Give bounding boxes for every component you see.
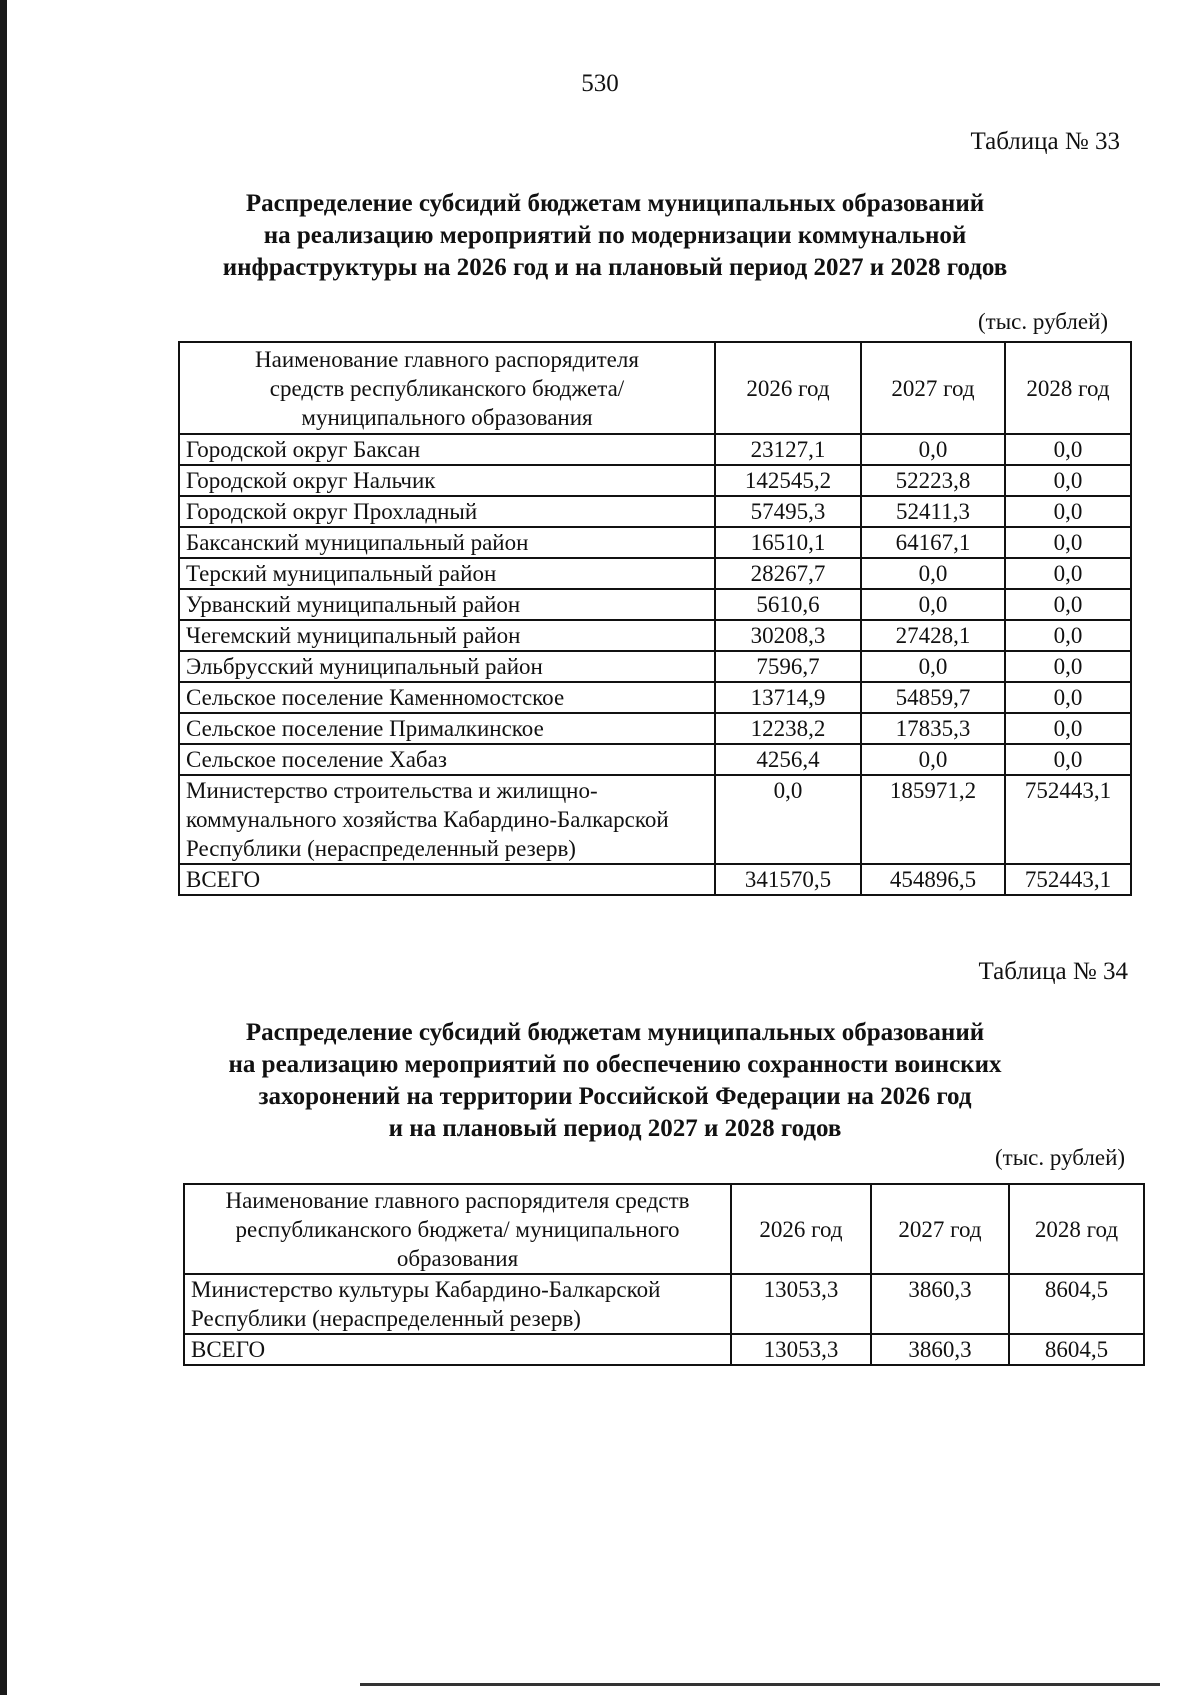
cell-2028: 0,0 — [1005, 496, 1131, 527]
header-2027: 2027 год — [871, 1184, 1009, 1274]
table-34-title — [170, 1017, 1060, 1145]
page-left-edge — [0, 0, 7, 1695]
table-33-title — [170, 188, 1060, 284]
page-number: 530 — [581, 70, 619, 97]
table-row — [184, 1274, 1144, 1334]
cell-2027: 54859,7 — [861, 682, 1005, 713]
table-33-title-line: на реализацию мероприятий по модернизации коммунальной — [263, 222, 967, 249]
table-34-title-line: на реализацию мероприятий по обеспечению сохранности воинских — [228, 1051, 1002, 1078]
cell-2027: 64167,1 — [861, 527, 1005, 558]
header-2026: 2026 год — [731, 1184, 871, 1274]
table-header-row — [179, 342, 1131, 434]
table-33 — [178, 341, 1132, 896]
table-row — [179, 434, 1131, 465]
cell-2028: 0,0 — [1005, 620, 1131, 651]
cell-2026: 57495,3 — [715, 496, 861, 527]
cell-2026: 12238,2 — [715, 713, 861, 744]
cell-2028: 8604,5 — [1009, 1274, 1144, 1334]
cell-2028: 0,0 — [1005, 465, 1131, 496]
table-header-row — [184, 1184, 1144, 1274]
cell-2028: 0,0 — [1005, 713, 1131, 744]
table-33-title-line: Распределение субсидий бюджетам муниципальных образований — [245, 190, 985, 217]
header-name: Наименование главного распорядителя средств республиканского бюджета/ муниципального образования — [184, 1184, 731, 1274]
row-name: Чегемский муниципальный район — [179, 620, 715, 651]
table-34-title-line: и на плановый период 2027 и 2028 годов — [388, 1115, 842, 1142]
row-name: Министерство культуры Кабардино-Балкарской Республики (нераспределенный резерв) — [184, 1274, 731, 1334]
table-total-row — [184, 1334, 1144, 1365]
row-name: Баксанский муниципальный район — [179, 527, 715, 558]
cell-2028: 0,0 — [1005, 558, 1131, 589]
table-row — [179, 713, 1131, 744]
row-name: Министерство строительства и жилищно-коммунального хозяйства Кабардино-Балкарской Республики (нераспределенный резерв) — [179, 775, 715, 864]
cell-2026: 142545,2 — [715, 465, 861, 496]
header-2028: 2028 год — [1009, 1184, 1144, 1274]
cell-2027: 0,0 — [861, 651, 1005, 682]
cell-2028: 0,0 — [1005, 527, 1131, 558]
table-row — [179, 775, 1131, 864]
cell-2027: 3860,3 — [871, 1274, 1009, 1334]
table-34 — [183, 1183, 1145, 1366]
table-row — [179, 496, 1131, 527]
row-name: Сельское поселение Прималкинское — [179, 713, 715, 744]
row-name: Сельское поселение Хабаз — [179, 744, 715, 775]
row-name: Терский муниципальный район — [179, 558, 715, 589]
cell-2026: 28267,7 — [715, 558, 861, 589]
total-2028: 752443,1 — [1005, 864, 1131, 895]
table-33-units: (тыс. рублей) — [978, 309, 1109, 334]
total-2026: 341570,5 — [715, 864, 861, 895]
cell-2027: 17835,3 — [861, 713, 1005, 744]
header-2028: 2028 год — [1005, 342, 1131, 434]
header-name: Наименование главного распорядителя средств республиканского бюджета/ муниципального образования — [179, 342, 715, 434]
table-33-title-line: инфраструктуры на 2026 год и на плановый период 2027 и 2028 годов — [222, 254, 1008, 281]
table-34-label: Таблица № 34 — [978, 958, 1128, 985]
cell-2027: 27428,1 — [861, 620, 1005, 651]
table-row — [179, 744, 1131, 775]
table-34-units: (тыс. рублей) — [995, 1145, 1126, 1170]
total-2026: 13053,3 — [731, 1334, 871, 1365]
cell-2027: 0,0 — [861, 589, 1005, 620]
table-row — [179, 558, 1131, 589]
total-2027: 454896,5 — [861, 864, 1005, 895]
cell-2028: 0,0 — [1005, 589, 1131, 620]
table-row — [179, 651, 1131, 682]
total-2028: 8604,5 — [1009, 1334, 1144, 1365]
table-row — [179, 620, 1131, 651]
cell-2026: 13053,3 — [731, 1274, 871, 1334]
row-name: Урванский муниципальный район — [179, 589, 715, 620]
table-34-title-line: Распределение субсидий бюджетам муниципальных образований — [245, 1019, 985, 1046]
header-2026: 2026 год — [715, 342, 861, 434]
cell-2027: 52411,3 — [861, 496, 1005, 527]
cell-2028: 0,0 — [1005, 434, 1131, 465]
table-row — [179, 527, 1131, 558]
cell-2026: 4256,4 — [715, 744, 861, 775]
row-name: Эльбрусский муниципальный район — [179, 651, 715, 682]
cell-2026: 5610,6 — [715, 589, 861, 620]
cell-2027: 0,0 — [861, 434, 1005, 465]
cell-2026: 30208,3 — [715, 620, 861, 651]
table-row — [179, 682, 1131, 713]
cell-2027: 0,0 — [861, 558, 1005, 589]
total-2027: 3860,3 — [871, 1334, 1009, 1365]
cell-2026: 7596,7 — [715, 651, 861, 682]
total-label: ВСЕГО — [184, 1334, 731, 1365]
row-name: Городской округ Прохладный — [179, 496, 715, 527]
row-name: Городской округ Баксан — [179, 434, 715, 465]
cell-2026: 13714,9 — [715, 682, 861, 713]
table-row — [179, 589, 1131, 620]
row-name: Сельское поселение Каменномостское — [179, 682, 715, 713]
total-label: ВСЕГО — [179, 864, 715, 895]
table-33-label: Таблица № 33 — [970, 128, 1120, 155]
cell-2026: 23127,1 — [715, 434, 861, 465]
cell-2027: 0,0 — [861, 744, 1005, 775]
row-name: Городской округ Нальчик — [179, 465, 715, 496]
table-34-title-line: захоронений на территории Российской Федерации на 2026 год — [258, 1083, 972, 1110]
page-bottom-rule — [360, 1683, 1160, 1686]
cell-2027: 185971,2 — [861, 775, 1005, 864]
cell-2026: 16510,1 — [715, 527, 861, 558]
cell-2027: 52223,8 — [861, 465, 1005, 496]
cell-2028: 0,0 — [1005, 744, 1131, 775]
cell-2028: 752443,1 — [1005, 775, 1131, 864]
cell-2026: 0,0 — [715, 775, 861, 864]
header-2027: 2027 год — [861, 342, 1005, 434]
table-row — [179, 465, 1131, 496]
table-total-row — [179, 864, 1131, 895]
cell-2028: 0,0 — [1005, 651, 1131, 682]
cell-2028: 0,0 — [1005, 682, 1131, 713]
